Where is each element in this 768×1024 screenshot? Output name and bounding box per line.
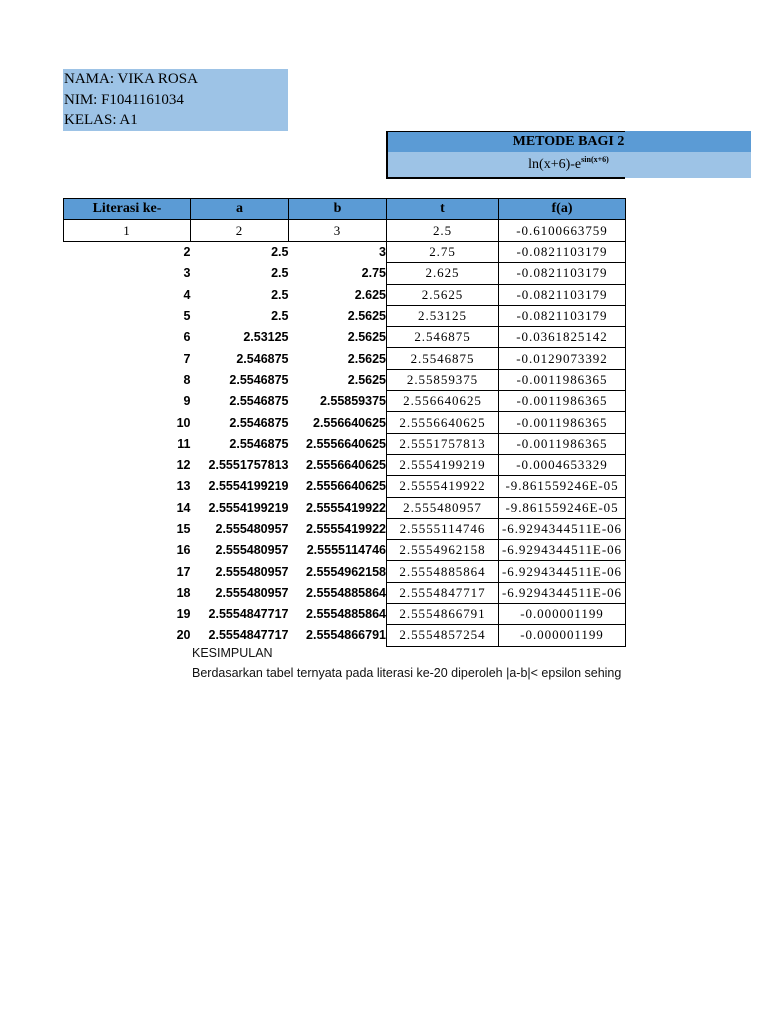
cell-b: 2.5625: [347, 309, 386, 324]
cell-fa: -0.0821103179: [499, 263, 626, 284]
cell-a: 2.5554847717: [208, 607, 289, 622]
title-border-bottom: [386, 177, 625, 179]
cell-a: 2.5554199219: [208, 479, 289, 494]
cell-b: 2.5555419922: [306, 500, 386, 515]
cell-b: 2.5555419922: [306, 522, 386, 536]
cell-b: 2.5625: [347, 351, 386, 366]
cell-t: 2.5546875: [387, 348, 499, 369]
cell-fa: -0.0821103179: [499, 242, 626, 263]
method-title-block: [386, 131, 751, 178]
cell-a: 2.555480957: [215, 564, 289, 579]
cell-fa: -0.0361825142: [499, 327, 626, 348]
cell-fa: -0.0011986365: [499, 391, 626, 412]
cell-b: 2.5556640625: [306, 436, 386, 451]
function-formula-clip: [386, 152, 625, 178]
conclusion-block: [192, 643, 625, 684]
student-name: NAMA: VIKA ROSA: [64, 71, 198, 87]
cell-a: 2.53125: [243, 330, 289, 345]
cell-fa: -0.0011986365: [499, 369, 626, 390]
cell-t: 2.5: [387, 220, 499, 242]
cell-iteration: 20: [176, 628, 191, 643]
cell-b: 3: [379, 245, 386, 260]
cell-fa: -0.0129073392: [499, 348, 626, 369]
cell-a: 2.555480957: [215, 585, 289, 600]
conclusion-heading: KESIMPULAN: [192, 646, 273, 660]
table-row: [64, 305, 626, 326]
cell-a: 2.5546875: [229, 415, 289, 430]
cell-iteration: 3: [183, 266, 191, 281]
cell-a: 2.5: [271, 266, 289, 281]
table-row: [64, 540, 626, 561]
cell-t: 2.53125: [387, 305, 499, 326]
table-row: [64, 433, 626, 454]
cell-t: 2.555480957: [387, 497, 499, 518]
cell-a: 2.555480957: [215, 543, 289, 558]
cell-t: 2.5556640625: [387, 412, 499, 433]
cell-iteration: 18: [176, 585, 191, 600]
cell-fa: -0.0011986365: [499, 412, 626, 433]
cell-a: 2.5551757813: [208, 458, 289, 473]
cell-t: 2.5554847717: [387, 582, 499, 603]
function-exponent: sin(x+6): [581, 155, 609, 164]
table-body: [64, 220, 626, 647]
cell-t: 2.546875: [387, 327, 499, 348]
cell-a: 2.5554199219: [208, 500, 289, 515]
cell-a: 2.5: [271, 245, 289, 260]
cell-fa: -9.861559246E-05: [499, 497, 626, 518]
title-border-top: [386, 131, 625, 132]
cell-b: 2.75: [361, 266, 386, 281]
cell-t: 2.556640625: [387, 391, 499, 412]
cell-iteration: 9: [183, 394, 191, 409]
cell-t: 2.5554866791: [387, 604, 499, 625]
function-base: ln(x+6)-e: [528, 157, 582, 172]
cell-iteration: 6: [183, 330, 191, 345]
cell-t: 2.5554199219: [387, 454, 499, 475]
cell-iteration: 5: [183, 309, 191, 324]
cell-iteration: 14: [176, 500, 191, 515]
cell-t: 2.5554962158: [387, 540, 499, 561]
header-t: t: [387, 199, 499, 220]
student-identity-block: [63, 69, 288, 131]
table-row: [64, 582, 626, 603]
cell-b: 2.5555114746: [306, 543, 386, 558]
cell-fa: -6.9294344511E-06: [499, 561, 626, 582]
cell-b: 2.556640625: [313, 415, 386, 430]
table-row: [64, 454, 626, 475]
cell-iteration: 12: [176, 458, 191, 473]
table-row: [64, 220, 626, 242]
cell-b: 2.5554962158: [306, 564, 386, 579]
cell-iteration: 16: [176, 543, 191, 558]
table-header-row: [64, 199, 626, 220]
cell-fa: -6.9294344511E-06: [499, 518, 626, 539]
conclusion-text: Berdasarkan tabel ternyata pada literasi ke-20 diperoleh |a-b|< epsilon sehing: [192, 666, 622, 681]
cell-b: 2.5556640625: [306, 479, 386, 494]
cell-t: 2.625: [387, 263, 499, 284]
table-row: [64, 412, 626, 433]
cell-fa: -0.6100663759: [499, 220, 626, 242]
title-border-left: [386, 131, 388, 179]
cell-fa: -9.861559246E-05: [499, 476, 626, 497]
cell-a: 2: [191, 220, 289, 242]
cell-b: 2.625: [354, 287, 386, 302]
header-fa: f(a): [499, 199, 626, 220]
cell-fa: -6.9294344511E-06: [499, 582, 626, 603]
header-a: a: [191, 199, 289, 220]
cell-b: 2.5625: [347, 372, 386, 387]
cell-t: 2.5555114746: [387, 518, 499, 539]
cell-iteration: 19: [176, 607, 191, 622]
student-class: KELAS: A1: [64, 112, 138, 129]
cell-b: 2.55859375: [319, 394, 386, 409]
cell-t: 2.75: [387, 242, 499, 263]
table-row: [64, 604, 626, 625]
table-row: [64, 369, 626, 390]
method-title-clip: [386, 131, 625, 152]
cell-iteration: 10: [176, 415, 191, 430]
cell-b: 3: [289, 220, 387, 242]
table-row: [64, 476, 626, 497]
function-formula: [386, 152, 625, 178]
cell-t: 2.5554857254: [387, 625, 499, 646]
cell-fa: -0.0011986365: [499, 433, 626, 454]
header-iteration: Literasi ke-: [64, 199, 191, 220]
cell-fa: -0.0004653329: [499, 454, 626, 475]
cell-t: 2.5551757813: [387, 433, 499, 454]
cell-fa: -0.0821103179: [499, 284, 626, 305]
cell-t: 2.5554885864: [387, 561, 499, 582]
cell-fa: -0.000001199: [499, 625, 626, 646]
cell-b: 2.5554885864: [306, 607, 386, 622]
cell-iteration: 1: [64, 220, 191, 242]
table-row: [64, 242, 626, 263]
cell-iteration: 8: [183, 372, 191, 387]
cell-a: 2.546875: [236, 351, 289, 366]
method-title: METODE BAGI 2: [512, 134, 625, 149]
cell-a: 2.5546875: [229, 394, 289, 409]
cell-iteration: 13: [176, 479, 191, 494]
cell-t: 2.55859375: [387, 369, 499, 390]
cell-b: 2.5556640625: [306, 458, 386, 473]
cell-a: 2.5554847717: [208, 628, 289, 643]
cell-a: 2.5546875: [229, 372, 289, 387]
table-row: [64, 348, 626, 369]
table-row: [64, 391, 626, 412]
cell-fa: -0.0821103179: [499, 305, 626, 326]
student-nim: NIM: F1041161034: [64, 91, 184, 108]
method-title-row: [386, 131, 751, 152]
cell-b: 2.5554866791: [306, 628, 386, 643]
cell-a: 2.555480957: [215, 522, 289, 536]
table-row: [64, 284, 626, 305]
cell-a: 2.5546875: [229, 436, 289, 451]
cell-iteration: 7: [183, 351, 191, 366]
cell-b: 2.5625: [347, 330, 386, 345]
table-row: [64, 263, 626, 284]
cell-iteration: 4: [183, 287, 191, 302]
cell-fa: -6.9294344511E-06: [499, 540, 626, 561]
cell-t: 2.5625: [387, 284, 499, 305]
cell-iteration: 15: [176, 522, 191, 536]
cell-a: 2.5: [271, 309, 289, 324]
bisection-table: [63, 198, 626, 647]
cell-t: 2.5555419922: [387, 476, 499, 497]
cell-iteration: 11: [177, 436, 191, 451]
table-row: [64, 518, 626, 539]
function-formula-row: [386, 152, 751, 178]
cell-a: 2.5: [271, 287, 289, 302]
cell-iteration: 2: [183, 245, 191, 260]
cell-iteration: 17: [176, 564, 191, 579]
header-b: b: [289, 199, 387, 220]
table-row: [64, 497, 626, 518]
cell-b: 2.5554885864: [306, 585, 386, 600]
table-row: [64, 327, 626, 348]
table-row: [64, 561, 626, 582]
cell-fa: -0.000001199: [499, 604, 626, 625]
